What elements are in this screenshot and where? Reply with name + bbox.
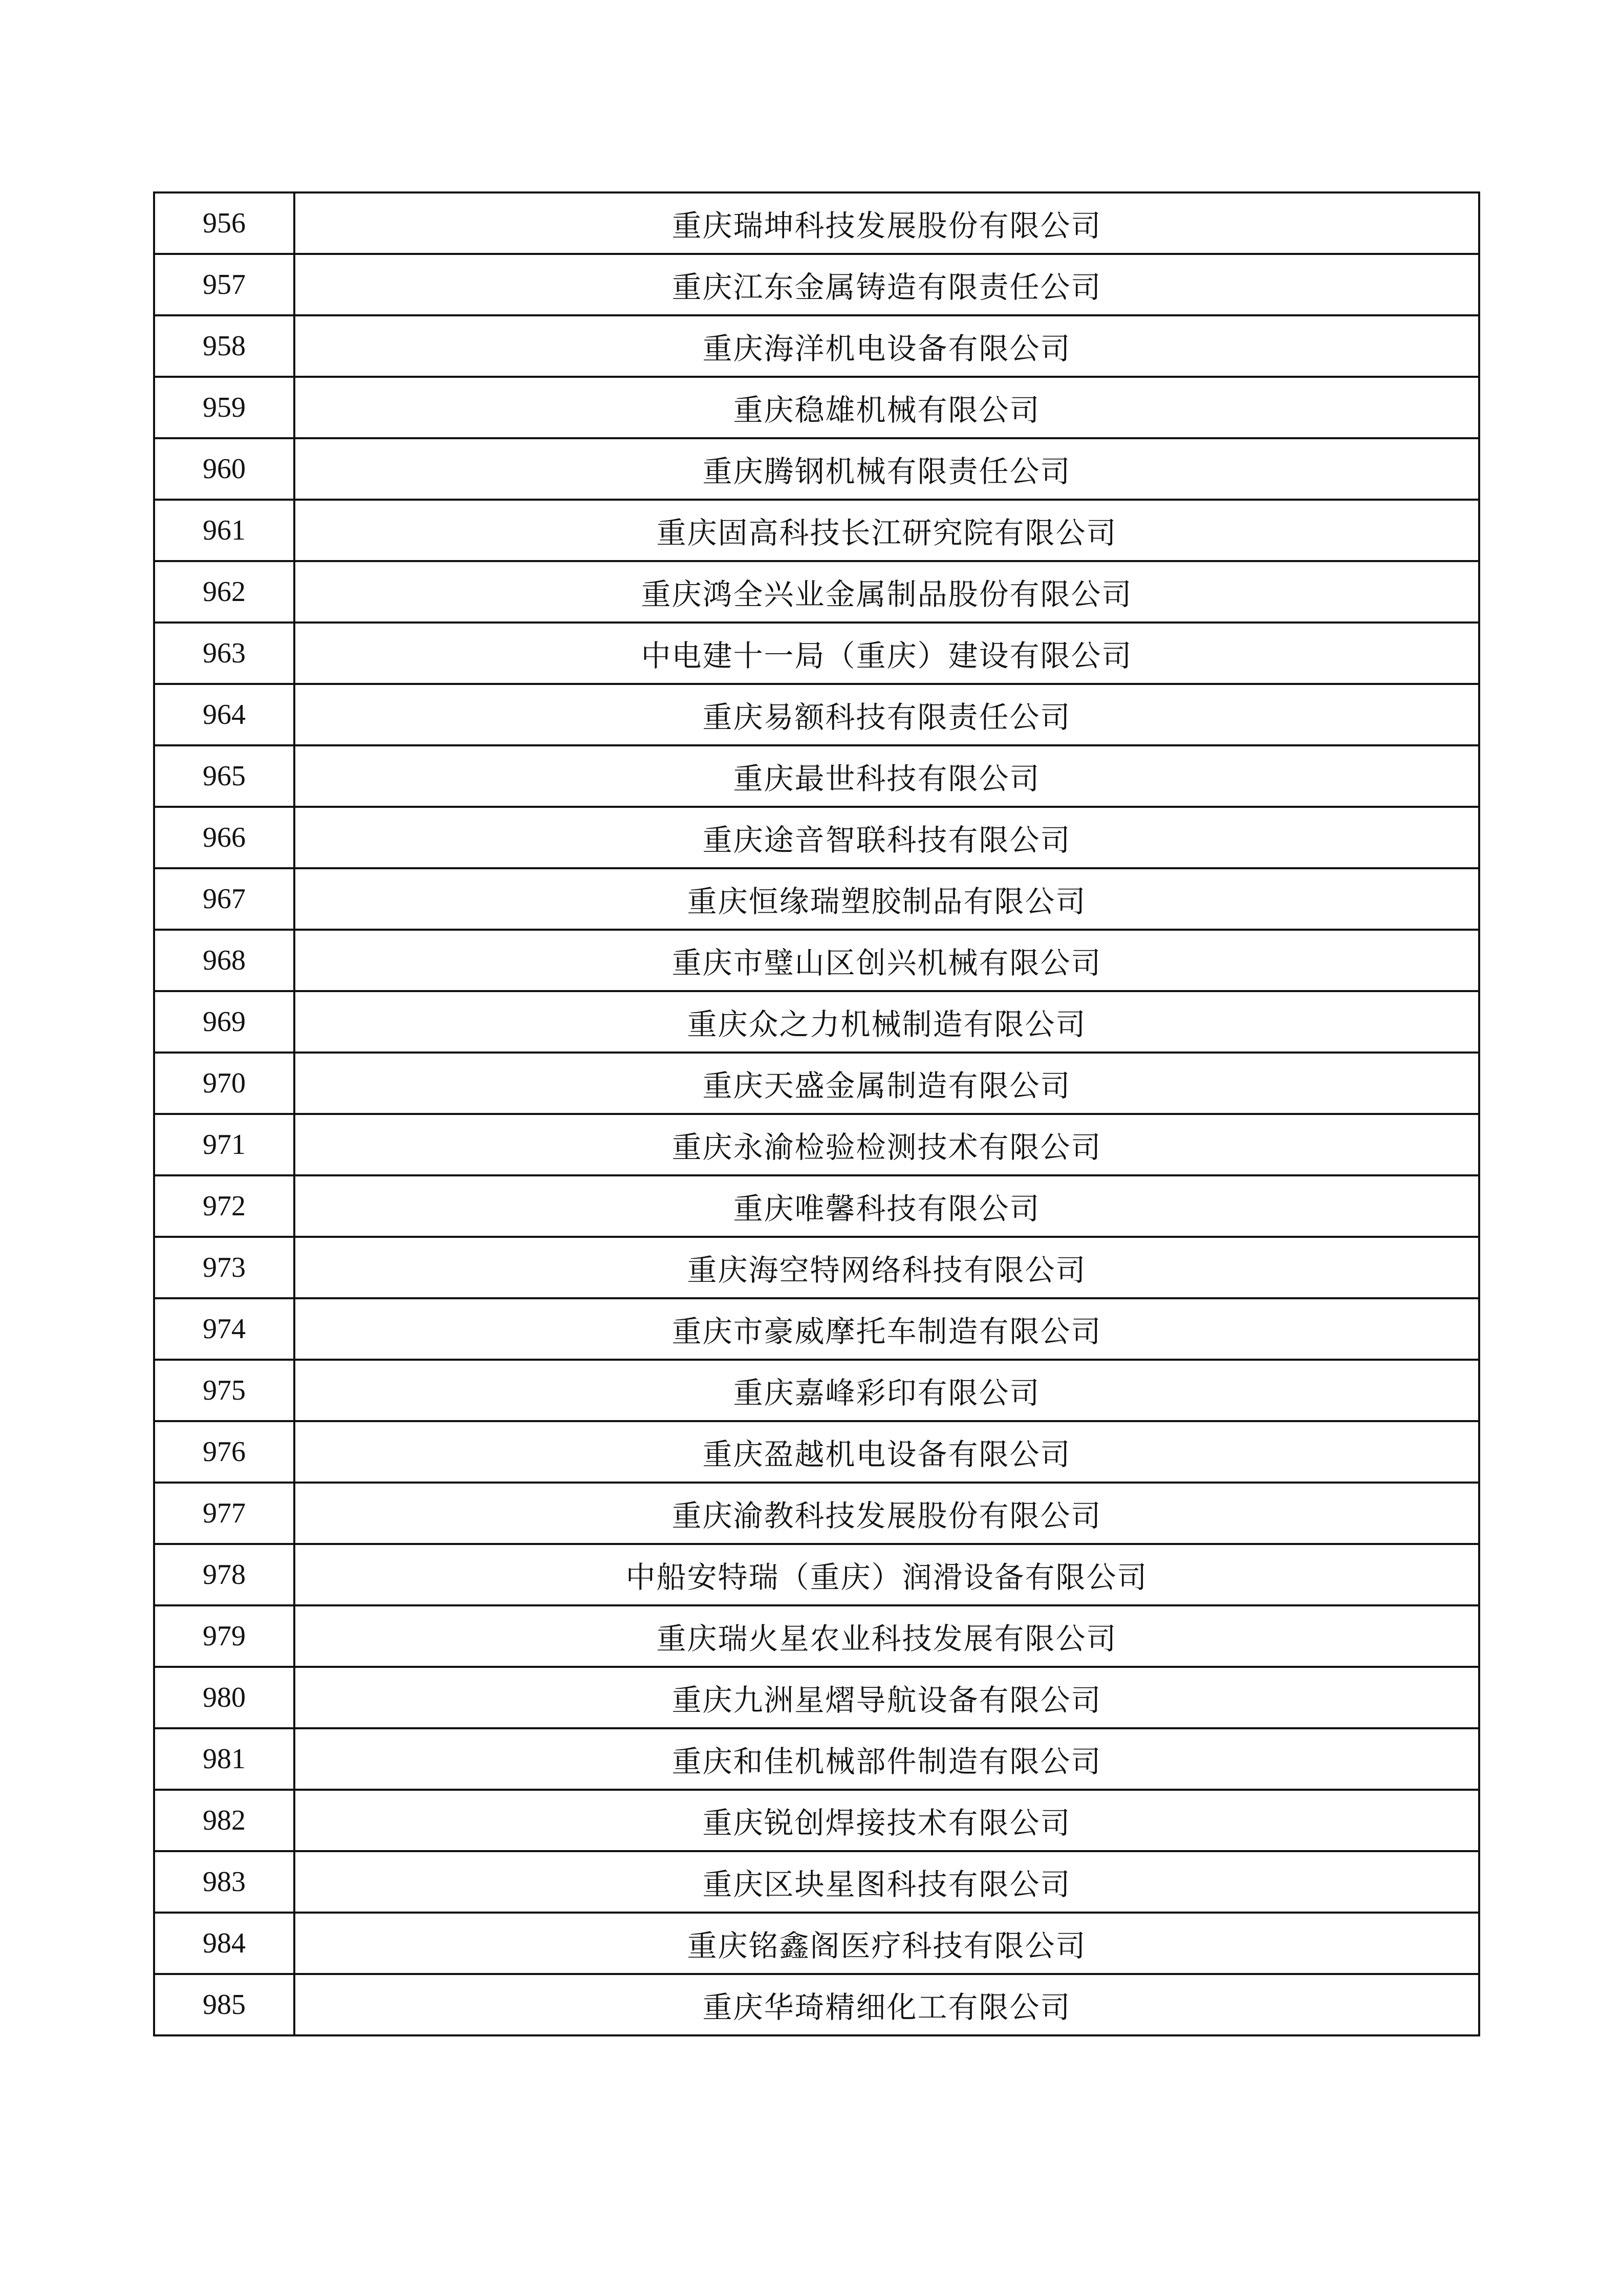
- row-number: 958: [154, 315, 294, 377]
- company-name: 重庆瑞坤科技发展股份有限公司: [294, 192, 1479, 254]
- row-number: 985: [154, 1974, 294, 2035]
- row-number: 971: [154, 1114, 294, 1175]
- company-name: 重庆易额科技有限责任公司: [294, 684, 1479, 745]
- row-number: 976: [154, 1421, 294, 1483]
- company-name: 重庆市豪威摩托车制造有限公司: [294, 1298, 1479, 1360]
- table-row: [154, 1237, 1479, 1298]
- company-name: 重庆渝教科技发展股份有限公司: [294, 1483, 1479, 1544]
- row-number: 970: [154, 1053, 294, 1114]
- company-name: 重庆区块星图科技有限公司: [294, 1851, 1479, 1913]
- row-number: 967: [154, 868, 294, 930]
- company-name: 重庆海空特网络科技有限公司: [294, 1237, 1479, 1298]
- table-row: [154, 377, 1479, 438]
- company-name: 重庆天盛金属制造有限公司: [294, 1053, 1479, 1114]
- row-number: 972: [154, 1175, 294, 1237]
- table-row: [154, 807, 1479, 868]
- row-number: 964: [154, 684, 294, 745]
- row-number: 962: [154, 561, 294, 623]
- company-name: 中电建十一局（重庆）建设有限公司: [294, 623, 1479, 684]
- company-name: 重庆江东金属铸造有限责任公司: [294, 254, 1479, 315]
- row-number: 965: [154, 745, 294, 807]
- table-row: [154, 1053, 1479, 1114]
- table-row: [154, 684, 1479, 745]
- row-number: 974: [154, 1298, 294, 1360]
- company-list-table: [153, 191, 1480, 2036]
- row-number: 966: [154, 807, 294, 868]
- table-row: [154, 1114, 1479, 1175]
- table-row: [154, 868, 1479, 930]
- company-name: 重庆恒缘瑞塑胶制品有限公司: [294, 868, 1479, 930]
- row-number: 978: [154, 1544, 294, 1605]
- table-row: [154, 745, 1479, 807]
- company-name: 重庆唯馨科技有限公司: [294, 1175, 1479, 1237]
- table-body: [154, 192, 1479, 2035]
- table-row: [154, 623, 1479, 684]
- table-row: [154, 561, 1479, 623]
- row-number: 980: [154, 1667, 294, 1728]
- table-row: [154, 991, 1479, 1053]
- company-name: 重庆华琦精细化工有限公司: [294, 1974, 1479, 2035]
- company-name: 重庆海洋机电设备有限公司: [294, 315, 1479, 377]
- company-name: 中船安特瑞（重庆）润滑设备有限公司: [294, 1544, 1479, 1605]
- company-name: 重庆瑞火星农业科技发展有限公司: [294, 1605, 1479, 1667]
- company-name: 重庆锐创焊接技术有限公司: [294, 1790, 1479, 1851]
- table-row: [154, 1544, 1479, 1605]
- row-number: 959: [154, 377, 294, 438]
- row-number: 957: [154, 254, 294, 315]
- table-row: [154, 315, 1479, 377]
- row-number: 973: [154, 1237, 294, 1298]
- company-name: 重庆最世科技有限公司: [294, 745, 1479, 807]
- row-number: 977: [154, 1483, 294, 1544]
- table-row: [154, 1913, 1479, 1974]
- company-name: 重庆固高科技长江研究院有限公司: [294, 500, 1479, 561]
- row-number: 981: [154, 1728, 294, 1790]
- company-name: 重庆铭鑫阁医疗科技有限公司: [294, 1913, 1479, 1974]
- row-number: 982: [154, 1790, 294, 1851]
- table-row: [154, 1360, 1479, 1421]
- table-row: [154, 1298, 1479, 1360]
- company-name: 重庆稳雄机械有限公司: [294, 377, 1479, 438]
- row-number: 961: [154, 500, 294, 561]
- company-name: 重庆永渝检验检测技术有限公司: [294, 1114, 1479, 1175]
- row-number: 960: [154, 438, 294, 500]
- table-row: [154, 1974, 1479, 2035]
- row-number: 968: [154, 930, 294, 991]
- company-name: 重庆鸿全兴业金属制品股份有限公司: [294, 561, 1479, 623]
- company-name: 重庆途音智联科技有限公司: [294, 807, 1479, 868]
- row-number: 956: [154, 192, 294, 254]
- company-name: 重庆九洲星熠导航设备有限公司: [294, 1667, 1479, 1728]
- table-row: [154, 1483, 1479, 1544]
- table-row: [154, 1605, 1479, 1667]
- table-row: [154, 1790, 1479, 1851]
- table-row: [154, 192, 1479, 254]
- table-row: [154, 1851, 1479, 1913]
- company-name: 重庆盈越机电设备有限公司: [294, 1421, 1479, 1483]
- table-row: [154, 1175, 1479, 1237]
- row-number: 983: [154, 1851, 294, 1913]
- row-number: 969: [154, 991, 294, 1053]
- table-row: [154, 1667, 1479, 1728]
- row-number: 984: [154, 1913, 294, 1974]
- table-row: [154, 1728, 1479, 1790]
- company-name: 重庆和佳机械部件制造有限公司: [294, 1728, 1479, 1790]
- table-row: [154, 500, 1479, 561]
- company-name: 重庆市璧山区创兴机械有限公司: [294, 930, 1479, 991]
- table-row: [154, 1421, 1479, 1483]
- company-name: 重庆嘉峰彩印有限公司: [294, 1360, 1479, 1421]
- row-number: 963: [154, 623, 294, 684]
- table-row: [154, 930, 1479, 991]
- table-row: [154, 438, 1479, 500]
- company-name: 重庆腾钢机械有限责任公司: [294, 438, 1479, 500]
- company-name: 重庆众之力机械制造有限公司: [294, 991, 1479, 1053]
- table-row: [154, 254, 1479, 315]
- row-number: 979: [154, 1605, 294, 1667]
- row-number: 975: [154, 1360, 294, 1421]
